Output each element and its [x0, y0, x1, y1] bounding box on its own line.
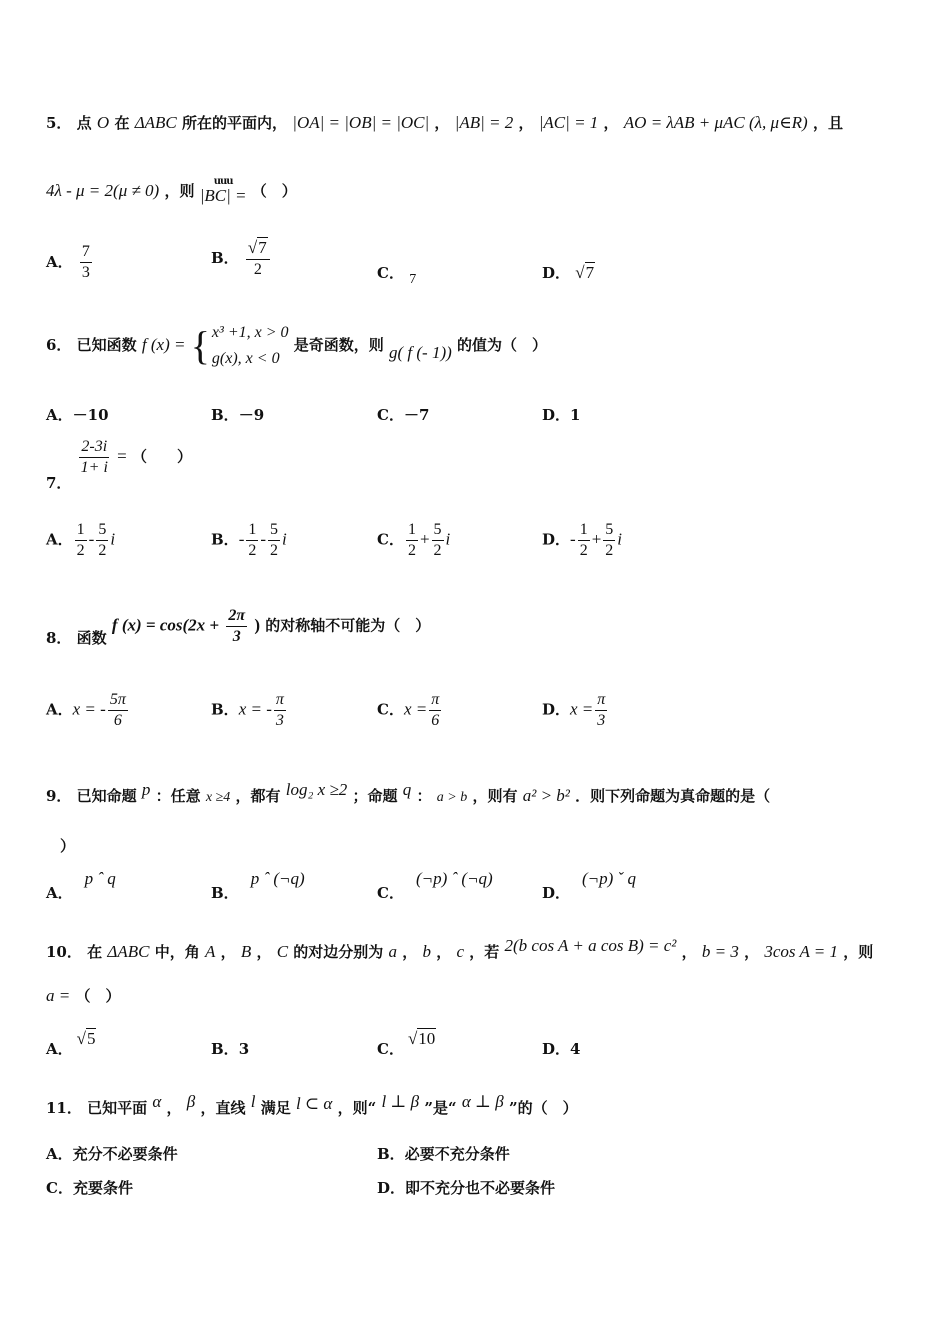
q10-option-c[interactable]: C．√10 [377, 1029, 436, 1058]
q11-option-c[interactable]: C．充要条件 [46, 1179, 133, 1197]
q6-option-b[interactable]: B．－9 [211, 406, 265, 424]
q5-option-b[interactable]: B． $\frac{√7}{2}$ [211, 238, 272, 280]
question-number: 11． [46, 1099, 82, 1117]
q8-option-b[interactable]: B．x = - $\frac{\pi}{3}$ [211, 691, 284, 729]
question-number: 7． [46, 473, 72, 492]
q8-option-d[interactable]: D．x = $\frac{\pi}{3}$ [542, 691, 606, 729]
question-number: 5． [46, 114, 72, 132]
q5-option-d[interactable]: D． √7 [542, 263, 595, 282]
question-6: 6． 已知函数 f (x) = { x³ +1, x > 0 g(x), x < 0 是奇函数，则 g( f (- 1)) 的值为（ ） [46, 323, 548, 368]
question-9-line-1: 9． 已知命题 p ：任意 x ≥4 ，都有 log₂ x ≥2 ；命题 q ： a > b ，则有 a² > b² ．则下列命题为真命题的是（ [46, 780, 771, 805]
question-number: 8． [46, 628, 72, 647]
question-5-line-1: 5． 点 O 在 ΔABC 所在的平面内， |OA| = |OB| = |OC| ， |AB| = 2 ， |AC| = 1 ， AO = λAB + μAC (λ, μ∈R) ，且 [46, 113, 843, 132]
q7-option-c[interactable]: C． $\frac{1}{2}$ + $\frac{5}{2}$ i [377, 521, 451, 559]
question-8: 8． 函数 f (x) = cos(2x + $\frac{2\pi}{3}$ ) 的对称轴不可能为（ ） [46, 607, 431, 647]
q11-option-a[interactable]: A．充分不必要条件 [46, 1145, 178, 1163]
q11-option-d[interactable]: D．即不充分也不必要条件 [377, 1179, 556, 1197]
question-9-line-2: ） [60, 837, 76, 855]
q8-option-a[interactable]: A．x = - $\frac{5\pi}{6}$ [46, 691, 126, 729]
question-7: 7． $\frac{2-3i}{1+ i}$ = （ ） [46, 438, 192, 492]
q5-option-c[interactable]: C． 7 [377, 264, 417, 287]
question-5-line-2: 4λ - μ = 2(μ ≠ 0) ，则 uuu |BC| = （ ） [46, 176, 297, 205]
question-10-line-2: a = （ ） [46, 986, 121, 1005]
question-11: 11． 已知平面 α ， β ，直线 l 满足 l ⊂ α ，则“ l ⊥ β ”是“ α ⊥ β ”的（ ） [46, 1092, 578, 1117]
q10-option-d[interactable]: D．4 [542, 1040, 581, 1058]
q6-option-d[interactable]: D．1 [542, 406, 581, 424]
q5-option-a[interactable]: A． $\frac{7}{3}$ [46, 243, 90, 281]
q7-option-a[interactable]: A． $\frac{1}{2}$ - $\frac{5}{2}$ i [46, 521, 116, 559]
q6-option-a[interactable]: A．－10 [46, 406, 109, 424]
question-number: 6． [46, 336, 72, 354]
q9-option-b[interactable]: B．p ˆ (¬q) [211, 869, 305, 902]
q10-option-b[interactable]: B．3 [211, 1040, 250, 1058]
q9-option-c[interactable]: C．(¬p) ˆ (¬q) [377, 869, 493, 902]
q6-option-c[interactable]: C．－7 [377, 406, 430, 424]
question-number: 9． [46, 787, 72, 805]
q10-option-a[interactable]: A．√5 [46, 1029, 96, 1058]
q8-option-c[interactable]: C．x = $\frac{\pi}{6}$ [377, 691, 440, 729]
question-number: 10． [46, 943, 82, 961]
question-10-line-1: 10． 在 ΔABC 中，角 A ， B ， C 的对边分别为 a ， b ， c ，若 2(b cos A + a cos B) = c² ， b = 3 ， 3cos A = 1 ，则 [46, 936, 874, 961]
q11-option-b[interactable]: B．必要不充分条件 [377, 1145, 510, 1163]
q7-option-b[interactable]: B．- $\frac{1}{2}$ - $\frac{5}{2}$ i [211, 521, 287, 559]
q9-option-a[interactable]: A．p ˆ q [46, 869, 116, 902]
q7-option-d[interactable]: D．- $\frac{1}{2}$ + $\frac{5}{2}$ i [542, 521, 623, 559]
q9-option-d[interactable]: D．(¬p) ˇ q [542, 869, 636, 902]
